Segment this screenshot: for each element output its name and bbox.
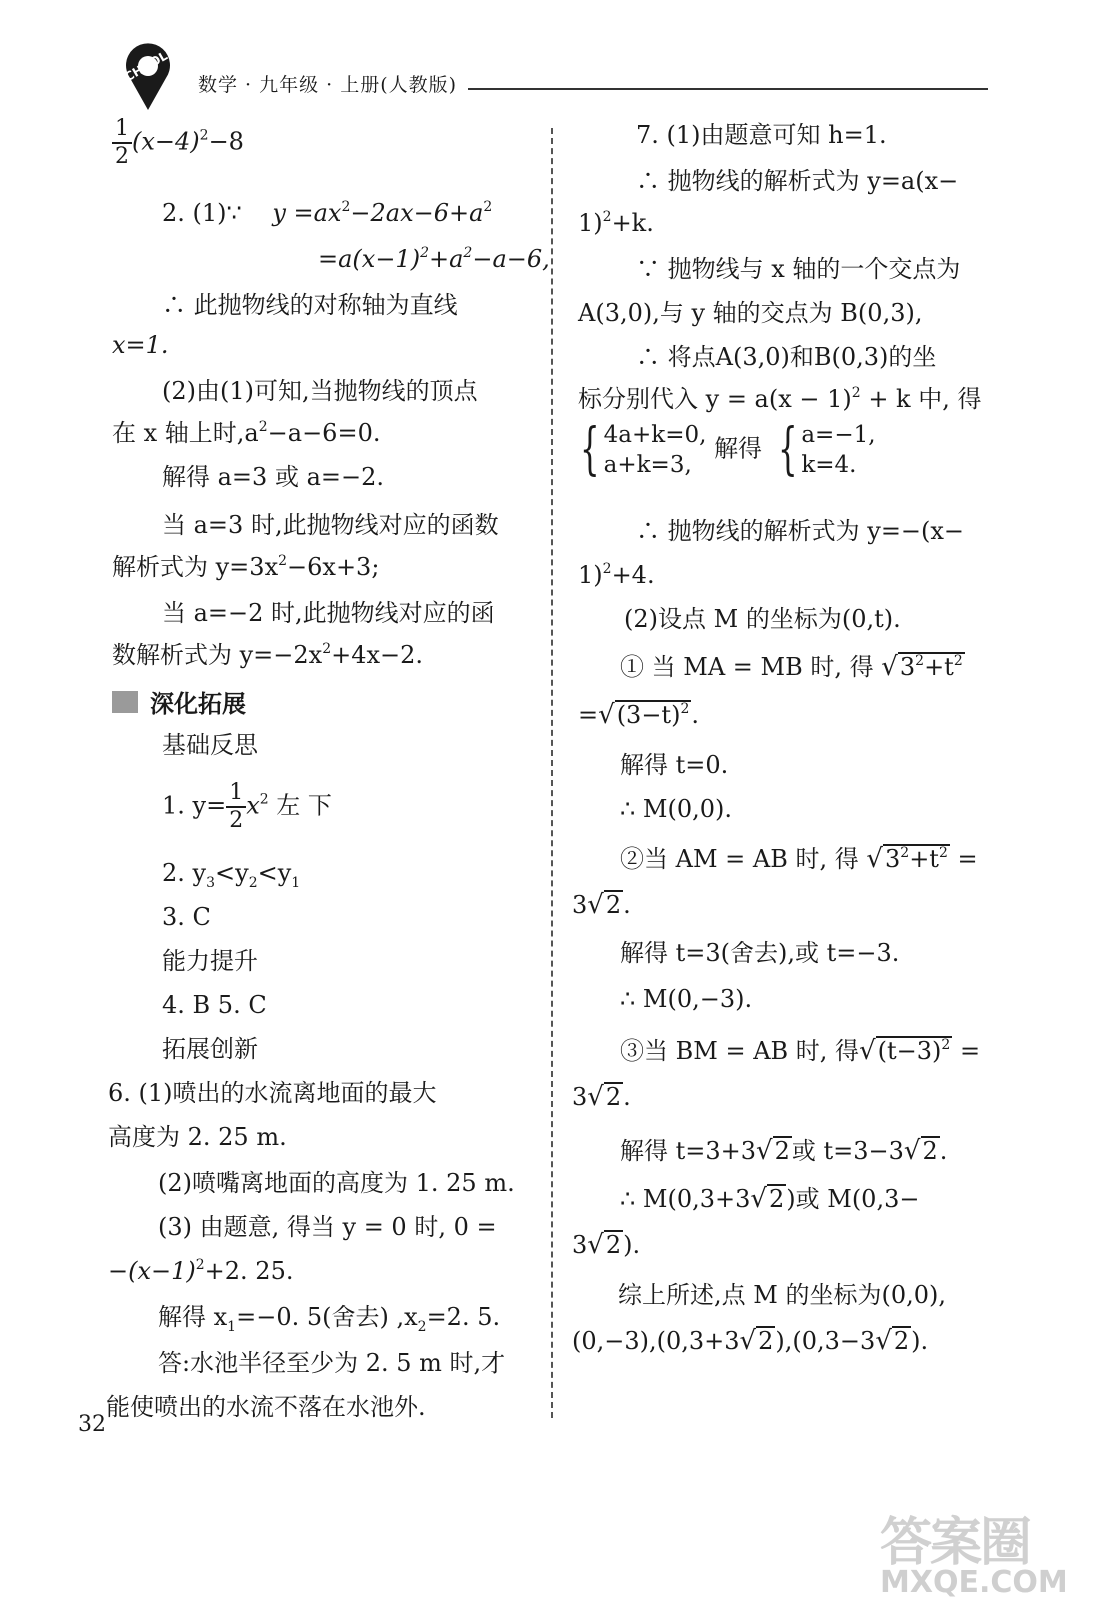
- left-brace-icon: {: [580, 417, 600, 482]
- answer-line: 3. C: [162, 903, 211, 931]
- subheading: 能力提升: [162, 947, 258, 975]
- answer-line: ∴ 将点A(3,0)和B(0,3)的坐: [636, 343, 937, 371]
- answer-line: ∴ M(0,−3).: [620, 985, 753, 1013]
- answer-line: 高度为 2. 25 m.: [108, 1123, 287, 1151]
- answer-line: 2. $y_3<y_2<y_1$: [162, 859, 301, 891]
- answer-line: 1)$^2$+4.: [578, 561, 655, 589]
- fraction-half: $\frac{1}{2}$: [112, 118, 132, 168]
- answer-line: 在 x 轴上时$,a^2-a-6=0$.: [112, 419, 381, 447]
- answer-line: 7. (1)由题意可知 h=1.: [636, 121, 887, 149]
- answer-line: ∴ 抛物线的解析式为 y=−(x−: [636, 517, 965, 545]
- section-marker-icon: [112, 691, 138, 713]
- answer-line: (2)喷嘴离地面的高度为 1. 25 m.: [158, 1169, 515, 1197]
- sqrt-icon: √: [859, 1036, 876, 1066]
- answer-line: 综上所述,点 M 的坐标为(0,0),: [618, 1281, 946, 1309]
- sqrt-icon: √: [587, 1230, 604, 1260]
- logo-text: SCHOOL: [114, 48, 170, 89]
- answer-line: ③当 BM = AB 时, 得$√(t-3)^2$ =: [620, 1036, 981, 1066]
- answer-line: 1)$^2$+k.: [578, 209, 654, 237]
- answer-line: (2)由(1)可知,当抛物线的顶点: [162, 377, 478, 405]
- sqrt-icon: √: [756, 1136, 773, 1166]
- watermark: [880, 1500, 1070, 1600]
- page-header: [108, 40, 988, 110]
- answer-line: 6. (1)喷出的水流离地面的最大: [108, 1079, 437, 1107]
- answer-line: 2. (1)∵ $y =ax^2-2ax-6+a^2$: [162, 199, 493, 227]
- header-title: 数学 · 九年级 · 上册(人教版): [198, 74, 458, 96]
- answer-line: ∴ 此抛物线的对称轴为直线: [162, 291, 458, 319]
- school-logo: [108, 40, 188, 112]
- answer-line: 标分别代入 $y = a(x - 1)^2 + k$ 中, 得: [578, 385, 982, 413]
- answer-line: 答:水池半径至少为 2. 5 m 时,才: [158, 1349, 506, 1377]
- sqrt-icon: √: [739, 1326, 757, 1356]
- answer-line: $-(x-1)^2+2$. 25.: [108, 1257, 294, 1285]
- answer-line: 4. B 5. C: [162, 991, 267, 1019]
- answer-line: 3√2.: [572, 890, 631, 920]
- answer-line: (0,−3),(0,3+3√2),(0,3−3√2).: [572, 1326, 929, 1356]
- left-brace-icon: {: [777, 417, 798, 482]
- answer-line: 当 a=3 时,此抛物线对应的函数: [162, 511, 499, 539]
- answer-line: 3√2.: [572, 1082, 631, 1112]
- answer-line: ① 当 MA = MB 时, 得 $√3^2+t^2$: [620, 652, 963, 682]
- sqrt-icon: √: [587, 1082, 604, 1112]
- answer-line: 解得 t=3(舍去),或 t=−3.: [620, 939, 900, 967]
- answer-line: ②当 AM = AB 时, 得 $√3^2+t^2$ =: [620, 844, 978, 874]
- sqrt-icon: √: [881, 652, 898, 682]
- answer-line: (3) 由题意, 得当 y = 0 时, 0 =: [158, 1213, 497, 1241]
- sqrt-icon: √: [903, 1136, 921, 1166]
- answer-line: ∴ M(0,0).: [620, 795, 732, 823]
- answer-line: $=a(x-1)^2+a^2-a-6$,: [318, 245, 550, 273]
- sqrt-icon: √: [750, 1184, 767, 1214]
- equation-system: { 4a+k=0, a+k=3, 解得 { a=−1, k=4.: [580, 417, 876, 482]
- sqrt-icon: √: [866, 844, 883, 874]
- subheading: 拓展创新: [162, 1035, 258, 1063]
- answer-line: 解得 a=3 或 a=−2.: [162, 463, 384, 491]
- answer-line: x=1.: [112, 331, 169, 359]
- answer-line: 解析式为 $y=3x^2-6x+3$;: [112, 553, 380, 581]
- answer-line: 3√2).: [572, 1230, 641, 1260]
- page-number: 32: [78, 1412, 106, 1437]
- answer-line: ∴ M(0,3+3√2)或 M(0,3−: [620, 1184, 920, 1214]
- answer-line: 数解析式为 $y=-2x^2+4x-2$.: [112, 641, 424, 669]
- column-divider: [551, 128, 553, 1418]
- answer-line: $=√(3-t)^2$.: [578, 700, 699, 730]
- header-rule: [468, 88, 988, 90]
- subheading: 基础反思: [162, 731, 258, 759]
- sqrt-icon: √: [875, 1326, 892, 1356]
- answer-line: 能使喷出的水流不落在水池外.: [106, 1393, 426, 1421]
- watermark-url: MXQE.COM: [880, 1565, 1068, 1600]
- answer-line: 当 a=−2 时,此抛物线对应的函: [162, 599, 495, 627]
- answer-line: 1. y= $\frac{1}{2}$ $x^2$ 左 下: [162, 780, 332, 833]
- answer-line: ∴ 抛物线的解析式为 y=a(x−: [636, 167, 959, 195]
- fraction-half: $\frac{1}{2}$: [226, 782, 246, 832]
- sqrt-icon: √: [598, 700, 615, 730]
- answer-line: A(3,0),与 y 轴的交点为 B(0,3),: [578, 299, 923, 327]
- sqrt-icon: √: [587, 890, 604, 920]
- answer-line: $\frac{1}{2}$ $(x-4)^2-8$: [112, 118, 244, 168]
- section-heading: 深化拓展: [112, 684, 246, 719]
- answer-line: (2)设点 M 的坐标为(0,t).: [624, 605, 901, 633]
- answer-line: ∵ 抛物线与 x 轴的一个交点为: [636, 255, 961, 283]
- answer-line: 解得 $x_1=-0$. 5(舍去) $,x_2=2$. 5.: [158, 1303, 501, 1335]
- answer-line: 解得 t=0.: [620, 751, 729, 779]
- answer-line: 解得 t=3+3√2或 t=3−3√2.: [620, 1136, 948, 1166]
- watermark-logo: 答案圈: [880, 1513, 1031, 1573]
